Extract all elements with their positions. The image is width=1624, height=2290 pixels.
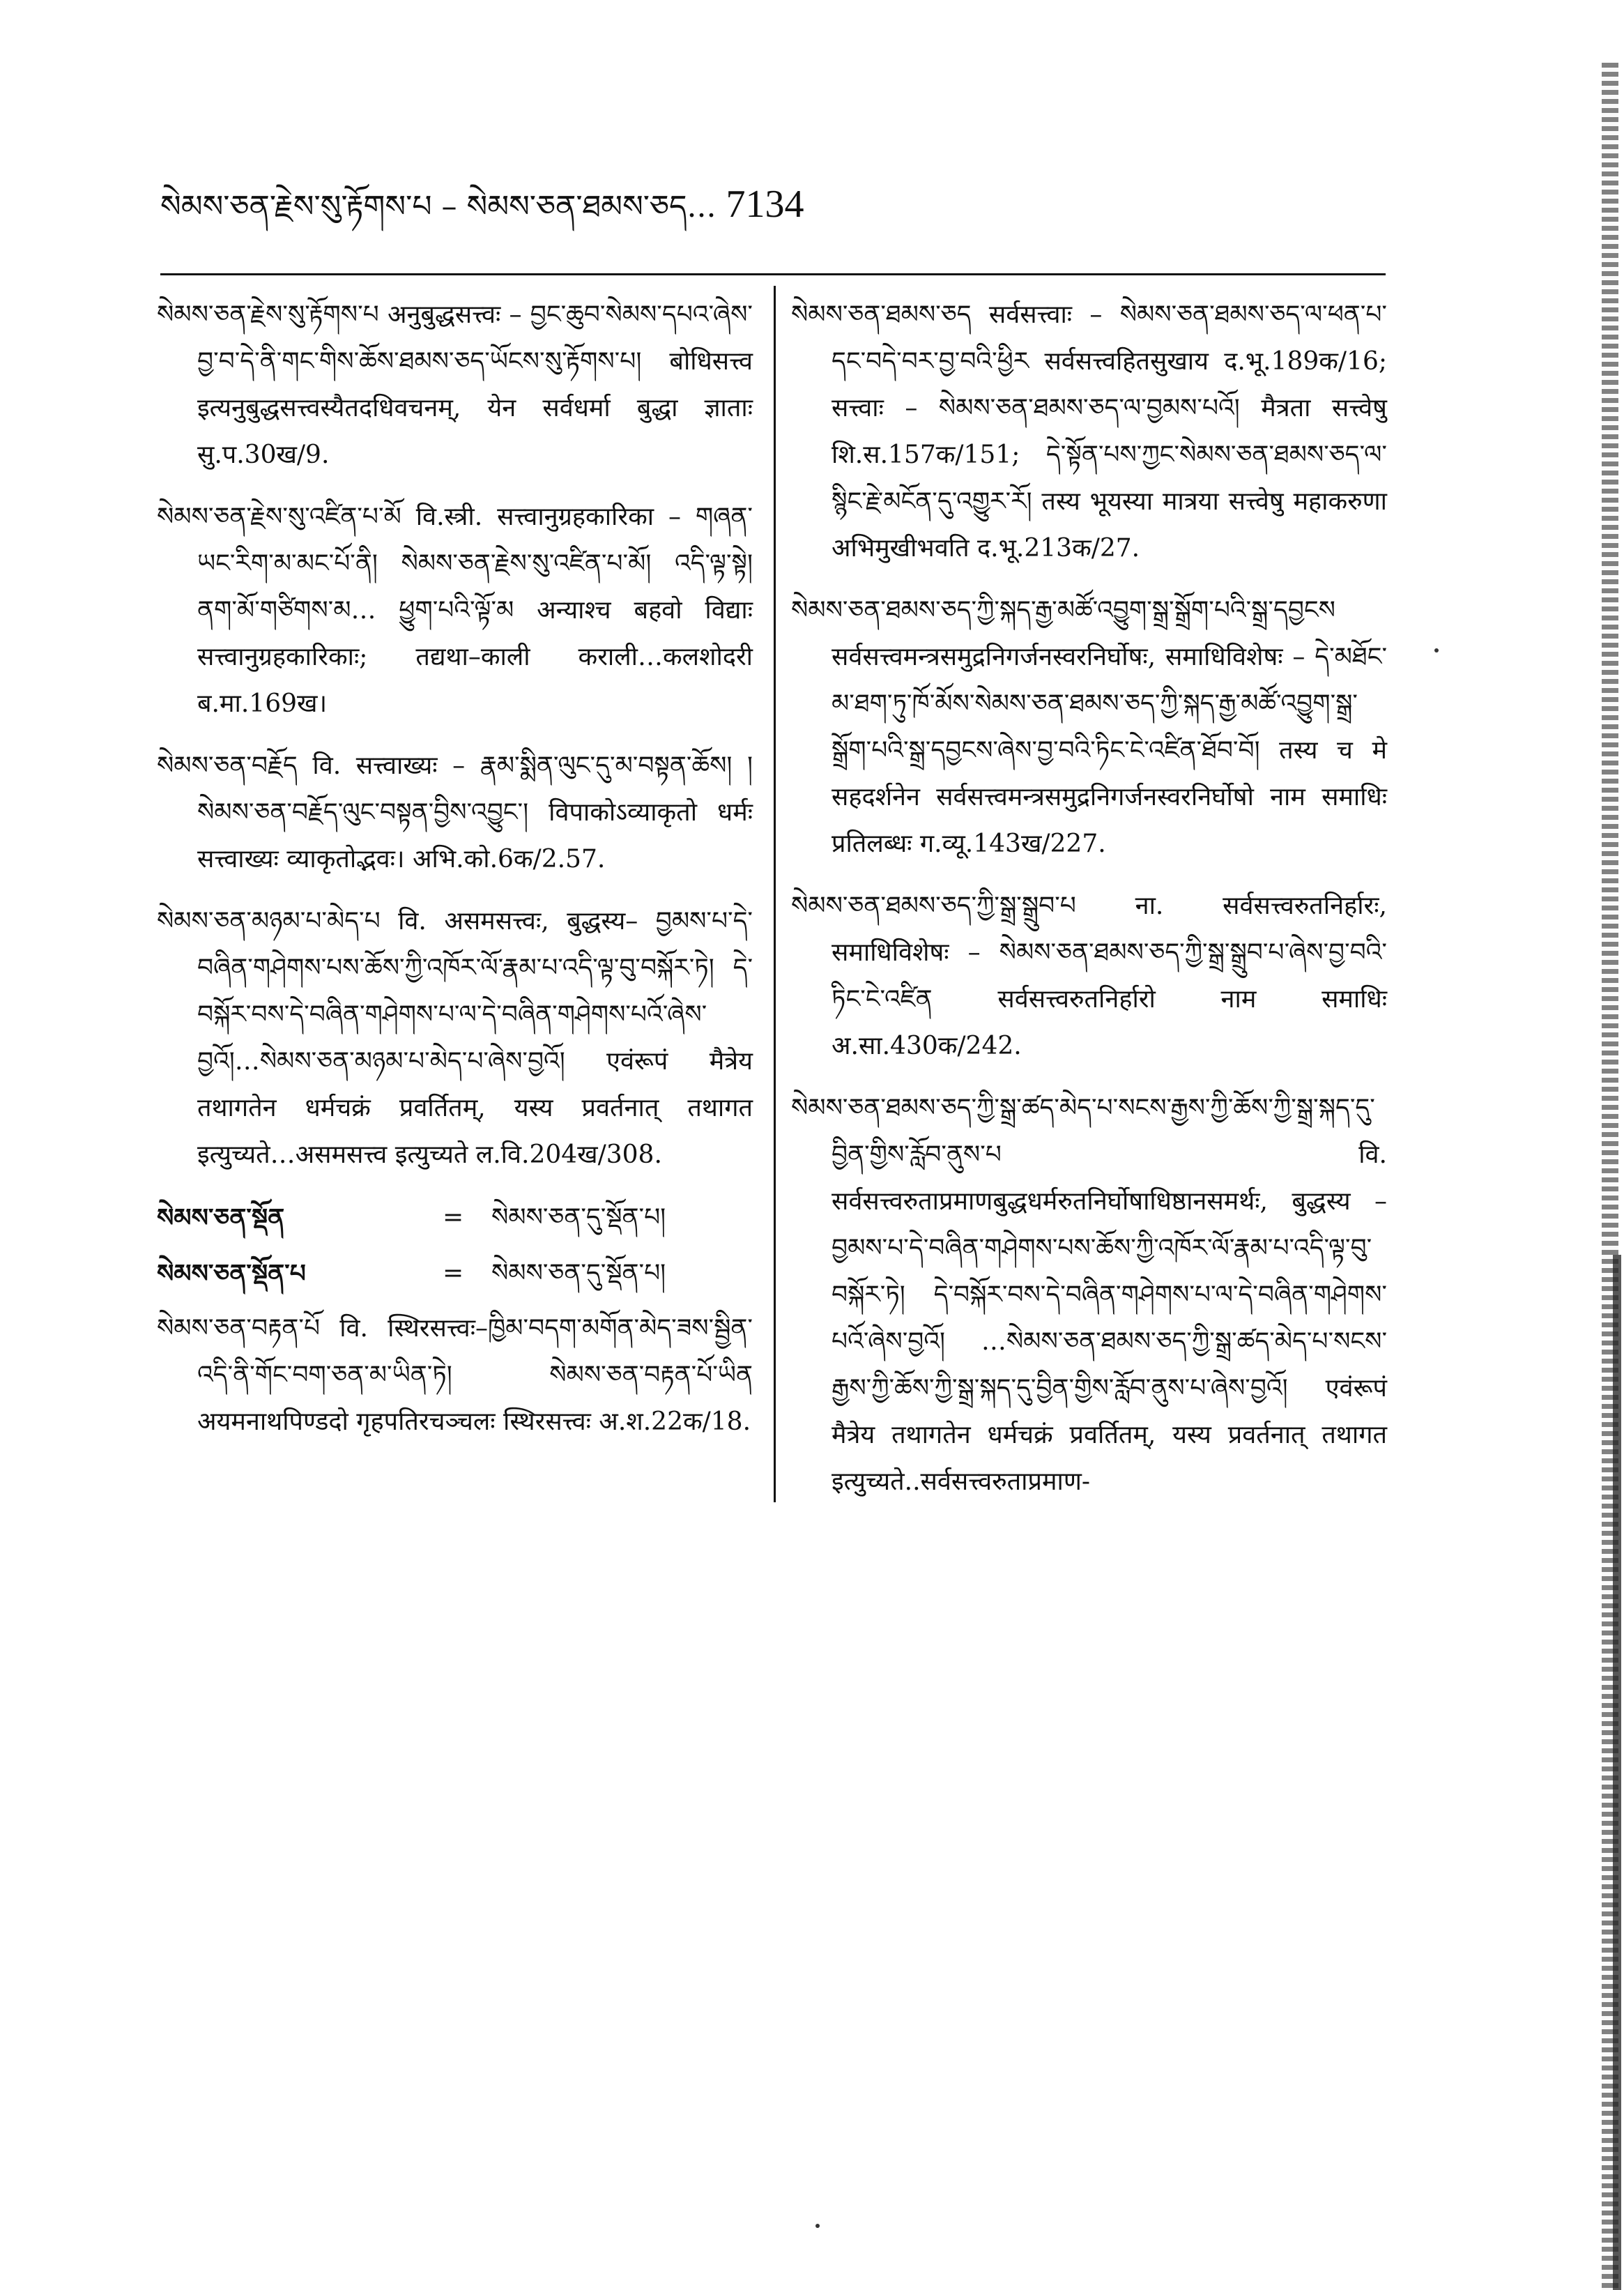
right-column bbox=[791, 291, 1387, 1520]
cross-reference bbox=[157, 1249, 753, 1298]
cross-ref-equals: = bbox=[443, 1203, 464, 1232]
dictionary-entry: སེམས་ཅན་མཉམ་པ་མེད་པ वि. असमसत्त्वः, बुद्धस्य– བྱམས་པ་དེ་བཞིན་གཤེགས་པས་ཆོས་ཀྱི་འཁོར་ལོ་རྣམ་པ་འདི་ལྟ་བུ་བསྐོར་ཏེ། དེ་བསྐོར་བས་དེ་བཞིན་གཤེགས་པ་ལ་དེ་བཞིན་གཤེགས་པའོ་ཞེས་བྱའོ།…སེམས་ཅན་མཉམ་པ་མེད་པ་ཞེས་བྱའོ། एवंरूपं मैत्रेय तथागतेन धर्मचक्रं प्रवर्तितम्, यस्य प्रवर्तनात् तथागत इत्युच्यते…असमसत्त्व इत्युच्यते ल.वि.204ख/308. bbox=[157, 907, 753, 1169]
header-rule bbox=[160, 273, 1386, 275]
dictionary-entry: སེམས་ཅན་རྗེས་སུ་རྟོགས་པ अनुबुद्धसत्त्वः – བྱང་ཆུབ་སེམས་དཔའ་ཞེས་བྱ་བ་དེ་ནི་གང་གིས་ཆོས་ཐམས་ཅད་ཡོངས་སུ་རྟོགས་པ། बोधिसत्त्व इत्यनुबुद्धसत्त्वस्यैतदधिवचनम्, येन सर्वधर्मा बुद्धा ज्ञाताः सु.प.30ख/9. bbox=[157, 300, 753, 469]
running-header bbox=[160, 173, 1066, 236]
scan-speck bbox=[1434, 648, 1439, 652]
header-range: སེམས་ཅན་རྗེས་སུ་རྟོགས་པ – སེམས་ཅན་ཐམས་ཅད... bbox=[160, 189, 717, 224]
scan-speck bbox=[815, 2224, 820, 2228]
cross-ref-equals: = bbox=[443, 1259, 464, 1288]
cross-ref-target: སེམས་ཅན་དུ་སྡོན་པ། bbox=[491, 1203, 666, 1232]
dictionary-entry: སེམས་ཅན་བརྟན་པོ वि. स्थिरसत्त्वः–ཁྱིམ་བདག་མགོན་མེད་ཟས་སྦྱིན་འདི་ནི་གོང་བག་ཅན་མ་ཡིན་ཏེ། སེམས་ཅན་བརྟན་པོ་ཡིན अयमनाथपिण्डदो गृहपतिरचञ्चलः स्थिरसत्त्वः अ.श.22क/18. bbox=[157, 1314, 753, 1436]
page-number: 7134 bbox=[726, 183, 804, 226]
dictionary-entry: སེམས་ཅན་ཐམས་ཅད་ཀྱི་སྒྲ་སྒྲུབ་པ ना. सर्वसत्त्वरुतनिर्हारः, समाधिविशेषः – སེམས་ཅན་ཐམས་ཅད་ཀྱི་སྒྲ་སྒྲུབ་པ་ཞེས་བྱ་བའི་ཏིང་ངེ་འཛིན सर्वसत्त्वरुतनिर्हारो नाम समाधिः अ.सा.430क/242. bbox=[791, 892, 1387, 1060]
column-divider bbox=[774, 286, 776, 1502]
cross-ref-target: སེམས་ཅན་དུ་སྡོན་པ། bbox=[491, 1259, 666, 1288]
cross-ref-headword: སེམས་ཅན་སྡོན bbox=[157, 1203, 285, 1232]
scan-edge-shadow bbox=[1613, 1255, 1621, 2290]
left-column bbox=[157, 291, 753, 1460]
dictionary-entry: སེམས་ཅན་རྗེས་སུ་འཛིན་པ་མོ वि.स्त्री. सत्त्वानुग्रहकारिका – གཞན་ཡང་རིག་མ་མང་པོ་ནི། སེམས་ཅན་རྗེས་སུ་འཛིན་པ་མོ། འདི་ལྟ་སྟེ། ནག་མོ་གཙིགས་མ… ཕྱུག་པའི་ལྟོ་མ अन्याश्च बहवो विद्याः सत्त्वानुग्रहकारिकाः; तद्यथा–काली कराली…कलशोदरी ब.मा.169ख। bbox=[157, 503, 753, 718]
cross-ref-headword: སེམས་ཅན་སྡོན་པ bbox=[157, 1259, 306, 1288]
cross-reference bbox=[157, 1193, 753, 1242]
dictionary-entry: སེམས་ཅན་བརྗོད वि. सत्त्वाख्यः – རྣམ་སྨིན་ལུང་དུ་མ་བསྟན་ཆོས། །སེམས་ཅན་བརྗོད་ལུང་བསྟན་བྱིས་འབྱུང་། विपाकोऽव्याकृतो धर्मः सत्त्वाख्यः व्याकृतोद्भवः। अभि.को.6क/2.57. bbox=[157, 751, 753, 873]
dictionary-entry: སེམས་ཅན་ཐམས་ཅད་ཀྱི་སྐད་རྒྱ་མཚོ་འབྱུག་སྒྲ་སྒྲོག་པའི་སྒྲ་དབྱངས सर्वसत्त्वमन्त्रसमुद्रनिगर्जनस्वरनिर्घोषः, समाधिविशेषः – དེ་མཐོང་མ་ཐག་ཏུ་ཁོ་མོས་སེམས་ཅན་ཐམས་ཅད་ཀྱི་སྐད་རྒྱ་མཚོ་འབྱུག་སྒྲ་སྒྲོག་པའི་སྒྲ་དབྱངས་ཞེས་བྱ་བའི་ཏིང་ངེ་འཛིན་ཐོབ་བོ། तस्य च मे सहदर्शनेन सर्वसत्त्वमन्त्रसमुद्रनिगर्जनस्वरनिर्घोषो नाम समाधिः प्रतिलब्धः ग.व्यू.143ख/227. bbox=[791, 596, 1387, 858]
dictionary-entry: སེམས་ཅན་ཐམས་ཅད सर्वसत्त्वाः – སེམས་ཅན་ཐམས་ཅད་ལ་ཕན་པ་དང་བདེ་བར་བྱ་བའི་ཕྱིར सर्वसत्त्वहितसुखाय द.भू.189क/16; सत्त्वाः – སེམས་ཅན་ཐམས་ཅད་ལ་བྱམས་པའོ། मैत्रता सत्त्वेषु शि.स.157क/151; དེ་སྟོན་པས་ཀྱང་སེམས་ཅན་ཐམས་ཅད་ལ་སྙིང་རྗེ་མངོན་དུ་འགྱུར་རོ། तस्य भूयस्या मात्रया सत्त्वेषु महाकरुणा अभिमुखीभवति द.भू.213क/27. bbox=[791, 300, 1387, 563]
dictionary-entry: སེམས་ཅན་ཐམས་ཅད་ཀྱི་སྒྲ་ཚད་མེད་པ་སངས་རྒྱས་ཀྱི་ཆོས་ཀྱི་སྒྲ་སྐད་དུ་བྱིན་གྱིས་རློབ་ནུས་པ वि. सर्वसत्त्वरुताप्रमाणबुद्धधर्मरुतनिर्घोषाधिष्ठानसमर्थः, बुद्धस्य – བྱམས་པ་དེ་བཞིན་གཤེགས་པས་ཆོས་ཀྱི་འཁོར་ལོ་རྣམ་པ་འདི་ལྟ་བུ་བསྐོར་ཏེ། དེ་བསྐོར་བས་དེ་བཞིན་གཤེགས་པ་ལ་དེ་བཞིན་གཤེགས་པའོ་ཞེས་བྱའོ། …སེམས་ཅན་ཐམས་ཅད་ཀྱི་སྒྲ་ཚད་མེད་པ་སངས་རྒྱས་ཀྱི་ཆོས་ཀྱི་སྒྲ་སྐད་དུ་བྱིན་གྱིས་རློབ་ནུས་པ་ཞེས་བྱའོ། एवंरूपं मैत्रेय तथागतेन धर्मचक्रं प्रवर्तितम्, यस्य प्रवर्तनात् तथागत इत्युच्यते..सर्वसत्त्वरुताप्रमाण- bbox=[791, 1094, 1387, 1496]
